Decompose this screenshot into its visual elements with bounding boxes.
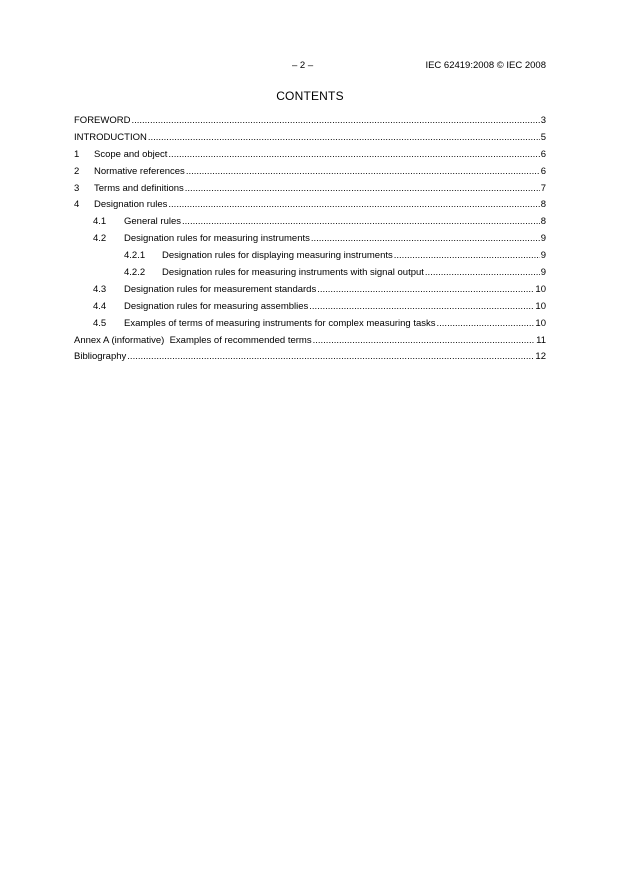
toc-dot-leader [425, 265, 540, 282]
toc-entry-title: Annex A (informative) Examples of recommended terms [74, 334, 312, 346]
toc-dot-leader [168, 197, 539, 214]
toc-entry-page: 10 [535, 300, 546, 312]
toc-entry-page: 10 [535, 283, 546, 295]
toc-dot-leader [186, 164, 540, 181]
toc-entry-4-1[interactable] [74, 214, 546, 231]
page-number: – 2 – [292, 60, 314, 71]
toc-dot-leader [127, 349, 534, 366]
toc-entry-4-4[interactable] [74, 299, 546, 316]
toc-entry-4-2-2[interactable] [74, 265, 546, 282]
toc-dot-leader [131, 113, 539, 130]
toc-entry-title: Terms and definitions [94, 182, 184, 194]
toc-entry-page: 7 [540, 182, 546, 194]
toc-entry-number: 4.5 [93, 317, 107, 329]
toc-dot-leader [394, 248, 540, 265]
toc-entry-title: Designation rules for displaying measuring instruments [162, 250, 393, 262]
toc-dot-leader [185, 181, 540, 198]
toc-entry-4-3[interactable] [74, 282, 546, 299]
toc-dot-leader [309, 299, 534, 316]
toc-entry-title: FOREWORD [74, 115, 131, 126]
toc-entry-page: 9 [540, 250, 546, 262]
toc-entry-page: 6 [540, 148, 546, 160]
toc-entry-page: 6 [540, 165, 546, 177]
toc-entry-title: General rules [124, 216, 182, 228]
toc-entry-title: Designation rules for measuring instruments [124, 233, 310, 245]
toc-entry-page: 9 [540, 267, 546, 279]
toc-dot-leader [437, 316, 535, 333]
toc-entry-number: 3 [74, 182, 80, 194]
toc-entry-title: Designation rules for measuring instruments with signal output [162, 267, 424, 279]
toc-entry-foreword[interactable] [74, 113, 546, 130]
toc-entry-title: Normative references [94, 165, 185, 177]
toc-entry-page: 10 [535, 317, 546, 329]
toc-entry-number: 4.2.1 [124, 250, 146, 262]
toc-entry-4-2[interactable] [74, 231, 546, 248]
toc-entry-number: 4.2.2 [124, 267, 146, 279]
toc-dot-leader [311, 231, 540, 248]
toc-entry-number: 2 [74, 165, 80, 177]
toc-entry-bibliography[interactable] [74, 349, 546, 366]
table-of-contents [74, 113, 546, 366]
toc-entry-page: 8 [540, 199, 546, 211]
toc-entry-2[interactable] [74, 164, 546, 181]
toc-entry-title: Designation rules [94, 199, 168, 211]
toc-entry-number: 1 [74, 148, 80, 160]
toc-entry-1[interactable] [74, 147, 546, 164]
toc-entry-page: 3 [540, 115, 546, 126]
toc-entry-4-2-1[interactable] [74, 248, 546, 265]
toc-entry-page: 9 [540, 233, 546, 245]
toc-dot-leader [313, 333, 536, 350]
toc-dot-leader [168, 147, 539, 164]
toc-entry-annex-a[interactable] [74, 333, 546, 350]
toc-entry-number: 4.1 [93, 216, 107, 228]
toc-entry-3[interactable] [74, 181, 546, 198]
toc-entry-number: 4.4 [93, 300, 107, 312]
toc-entry-page: 11 [536, 334, 546, 346]
document-reference: IEC 62419:2008 © IEC 2008 [425, 60, 546, 71]
toc-entry-title: Scope and object [94, 148, 168, 160]
toc-entry-4[interactable] [74, 197, 546, 214]
toc-dot-leader [182, 214, 540, 231]
toc-entry-4-5[interactable] [74, 316, 546, 333]
toc-entry-title: Designation rules for measurement standards [124, 283, 317, 295]
page-title: CONTENTS [276, 89, 344, 103]
toc-entry-number: 4.3 [93, 283, 107, 295]
toc-entry-number: 4 [74, 199, 80, 211]
toc-entry-number: 4.2 [93, 233, 107, 245]
toc-entry-title: Designation rules for measuring assemblies [124, 300, 309, 312]
toc-entry-page: 12 [535, 351, 546, 363]
toc-dot-leader [148, 130, 540, 147]
toc-entry-title: INTRODUCTION [74, 131, 147, 143]
toc-entry-introduction[interactable] [74, 130, 546, 147]
toc-entry-page: 8 [540, 216, 546, 228]
toc-entry-title: Examples of terms of measuring instruments for complex measuring tasks [124, 317, 436, 329]
toc-entry-title: Bibliography [74, 351, 127, 363]
toc-dot-leader [317, 282, 534, 299]
toc-entry-page: 5 [540, 131, 546, 143]
